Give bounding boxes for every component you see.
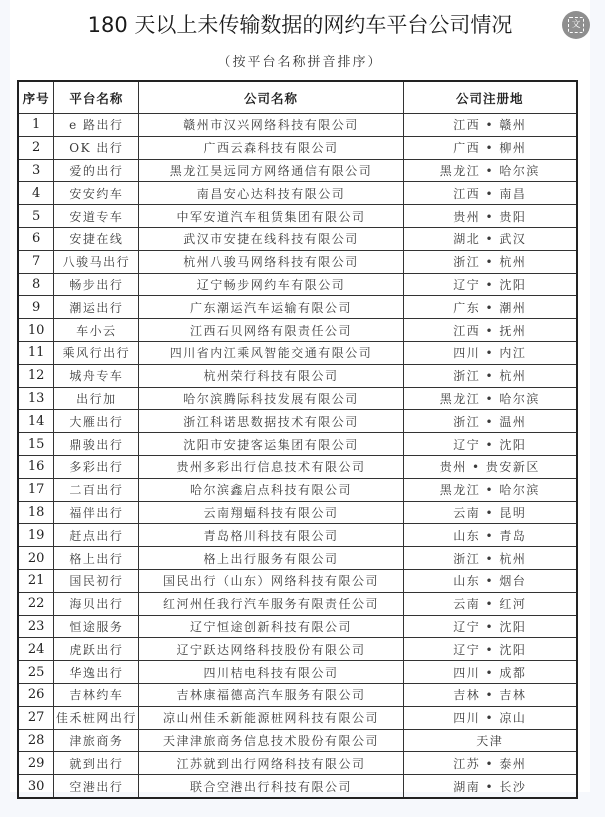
cell-company: 辽宁跃达网络科技股份有限公司 [139, 638, 403, 661]
cell-platform: 多彩出行 [54, 455, 139, 478]
table-row [18, 478, 577, 501]
cell-location: 天津 [403, 729, 577, 752]
header-platform: 平台名称 [54, 81, 139, 114]
cell-company: 黑龙江昊远同方网络通信有限公司 [139, 159, 403, 182]
header-company: 公司名称 [139, 81, 403, 114]
cell-location: 黑龙江 • 哈尔滨 [403, 478, 577, 501]
cell-location: 山东 • 烟台 [403, 569, 577, 592]
cell-platform: 畅步出行 [54, 273, 139, 296]
cell-location: 黑龙江 • 哈尔滨 [403, 159, 577, 182]
table-row [18, 182, 577, 205]
cell-company: 红河州任我行汽车服务有限责任公司 [139, 592, 403, 615]
cell-platform: 格上出行 [54, 547, 139, 570]
cell-no: 20 [18, 547, 54, 570]
cell-platform: 海贝出行 [54, 592, 139, 615]
cell-no: 27 [18, 706, 54, 729]
cell-no: 25 [18, 661, 54, 684]
cell-no: 15 [18, 433, 54, 456]
cell-company: 江苏就到出行网络科技有限公司 [139, 752, 403, 775]
table-row [18, 159, 577, 182]
table-row [18, 433, 577, 456]
cell-no: 26 [18, 683, 54, 706]
cell-no: 3 [18, 159, 54, 182]
table-row [18, 615, 577, 638]
cell-location: 四川 • 凉山 [403, 706, 577, 729]
cell-location: 江西 • 赣州 [403, 114, 577, 137]
cell-location: 浙江 • 杭州 [403, 250, 577, 273]
table-row [18, 729, 577, 752]
cell-platform: 鼎骏出行 [54, 433, 139, 456]
cell-no: 13 [18, 387, 54, 410]
cell-company: 沈阳市安捷客运集团有限公司 [139, 433, 403, 456]
cell-location: 广东 • 潮州 [403, 296, 577, 319]
cell-platform: 乘风行出行 [54, 341, 139, 364]
cell-company: 杭州八骏马网络科技有限公司 [139, 250, 403, 273]
cell-company: 哈尔滨腾际科技发展有限公司 [139, 387, 403, 410]
document-image [10, 0, 590, 792]
cell-location: 浙江 • 杭州 [403, 364, 577, 387]
cell-company: 云南翔蝠科技有限公司 [139, 501, 403, 524]
cell-company: 四川桔电科技有限公司 [139, 661, 403, 684]
cell-no: 8 [18, 273, 54, 296]
table-row [18, 250, 577, 273]
cell-location: 四川 • 成都 [403, 661, 577, 684]
cell-platform: OK 出行 [54, 136, 139, 159]
cell-platform: 城舟专车 [54, 364, 139, 387]
table-row [18, 547, 577, 570]
cell-no: 30 [18, 775, 54, 798]
cell-platform: 国民初行 [54, 569, 139, 592]
cell-company: 哈尔滨鑫启点科技有限公司 [139, 478, 403, 501]
cell-no: 9 [18, 296, 54, 319]
cell-location: 广西 • 柳州 [403, 136, 577, 159]
table-row [18, 319, 577, 342]
cell-location: 辽宁 • 沈阳 [403, 638, 577, 661]
cell-no: 4 [18, 182, 54, 205]
cell-no: 17 [18, 478, 54, 501]
cell-platform: 吉林约车 [54, 683, 139, 706]
cell-platform: 赶点出行 [54, 524, 139, 547]
cell-no: 23 [18, 615, 54, 638]
cell-location: 江西 • 抚州 [403, 319, 577, 342]
cell-location: 辽宁 • 沈阳 [403, 433, 577, 456]
cell-company: 南昌安心达科技有限公司 [139, 182, 403, 205]
cell-company: 赣州市汉兴网络科技有限公司 [139, 114, 403, 137]
cell-company: 江西石贝网络有限责任公司 [139, 319, 403, 342]
cell-location: 吉林 • 吉林 [403, 683, 577, 706]
cell-no: 22 [18, 592, 54, 615]
cell-no: 16 [18, 455, 54, 478]
table-row [18, 227, 577, 250]
cell-platform: 大雁出行 [54, 410, 139, 433]
translate-icon: 文 [568, 17, 584, 33]
table-row [18, 136, 577, 159]
table-row [18, 114, 577, 137]
cell-platform: 潮运出行 [54, 296, 139, 319]
table-row [18, 205, 577, 228]
cell-platform: 华逸出行 [54, 661, 139, 684]
cell-platform: 虎跃出行 [54, 638, 139, 661]
translate-image-button[interactable] [562, 11, 590, 39]
cell-location: 云南 • 红河 [403, 592, 577, 615]
cell-no: 19 [18, 524, 54, 547]
table-row [18, 775, 577, 798]
cell-location: 贵州 • 贵安新区 [403, 455, 577, 478]
cell-no: 2 [18, 136, 54, 159]
cell-no: 21 [18, 569, 54, 592]
cell-no: 10 [18, 319, 54, 342]
table-row [18, 296, 577, 319]
cell-company: 杭州荣行科技有限公司 [139, 364, 403, 387]
cell-location: 黑龙江 • 哈尔滨 [403, 387, 577, 410]
table-row [18, 387, 577, 410]
cell-company: 凉山州佳禾新能源桩网科技有限公司 [139, 706, 403, 729]
cell-platform: 空港出行 [54, 775, 139, 798]
cell-company: 格上出行服务有限公司 [139, 547, 403, 570]
cell-location: 辽宁 • 沈阳 [403, 615, 577, 638]
cell-platform: e 路出行 [54, 114, 139, 137]
table-row [18, 638, 577, 661]
cell-platform: 津旅商务 [54, 729, 139, 752]
cell-no: 28 [18, 729, 54, 752]
header-location: 公司注册地 [403, 81, 577, 114]
table-row [18, 455, 577, 478]
cell-no: 6 [18, 227, 54, 250]
platform-table [17, 80, 578, 799]
cell-platform: 安道专车 [54, 205, 139, 228]
table-row [18, 364, 577, 387]
cell-platform: 八骏马出行 [54, 250, 139, 273]
table-header-row [18, 81, 577, 114]
cell-no: 11 [18, 341, 54, 364]
cell-no: 5 [18, 205, 54, 228]
table-row [18, 706, 577, 729]
cell-location: 贵州 • 贵阳 [403, 205, 577, 228]
cell-company: 辽宁恒途创新科技有限公司 [139, 615, 403, 638]
cell-platform: 车小云 [54, 319, 139, 342]
cell-platform: 安安约车 [54, 182, 139, 205]
header-no: 序号 [18, 81, 54, 114]
page-subtitle: （按平台名称拼音排序） [217, 55, 383, 70]
cell-company: 联合空港出行科技有限公司 [139, 775, 403, 798]
cell-platform: 安捷在线 [54, 227, 139, 250]
cell-company: 广东潮运汽车运输有限公司 [139, 296, 403, 319]
cell-location: 湖南 • 长沙 [403, 775, 577, 798]
cell-company: 广西云森科技有限公司 [139, 136, 403, 159]
table-row [18, 683, 577, 706]
cell-location: 江苏 • 泰州 [403, 752, 577, 775]
table-row [18, 410, 577, 433]
cell-location: 云南 • 昆明 [403, 501, 577, 524]
cell-location: 山东 • 青岛 [403, 524, 577, 547]
table-row [18, 661, 577, 684]
cell-location: 浙江 • 温州 [403, 410, 577, 433]
cell-company: 武汉市安捷在线科技有限公司 [139, 227, 403, 250]
table-row [18, 752, 577, 775]
cell-company: 辽宁畅步网约车有限公司 [139, 273, 403, 296]
cell-platform: 出行加 [54, 387, 139, 410]
cell-company: 四川省内江乘风智能交通有限公司 [139, 341, 403, 364]
table-row [18, 273, 577, 296]
cell-company: 中军安道汽车租赁集团有限公司 [139, 205, 403, 228]
cell-platform: 恒途服务 [54, 615, 139, 638]
cell-platform: 福伴出行 [54, 501, 139, 524]
cell-location: 江西 • 南昌 [403, 182, 577, 205]
cell-location: 辽宁 • 沈阳 [403, 273, 577, 296]
table-row [18, 501, 577, 524]
cell-company: 浙江科诺思数据技术有限公司 [139, 410, 403, 433]
cell-company: 青岛格川科技有限公司 [139, 524, 403, 547]
cell-company: 天津津旅商务信息技术股份有限公司 [139, 729, 403, 752]
cell-platform: 就到出行 [54, 752, 139, 775]
cell-location: 浙江 • 杭州 [403, 547, 577, 570]
cell-no: 12 [18, 364, 54, 387]
cell-company: 吉林康福德高汽车服务有限公司 [139, 683, 403, 706]
cell-platform: 二百出行 [54, 478, 139, 501]
table-row [18, 569, 577, 592]
table-body [18, 114, 577, 798]
cell-no: 24 [18, 638, 54, 661]
cell-company: 国民出行（山东）网络科技有限公司 [139, 569, 403, 592]
cell-no: 1 [18, 114, 54, 137]
cell-no: 18 [18, 501, 54, 524]
page-title: 180 天以上未传输数据的网约车平台公司情况 [87, 13, 513, 37]
table-row [18, 341, 577, 364]
cell-location: 四川 • 内江 [403, 341, 577, 364]
table-row [18, 524, 577, 547]
cell-platform: 佳禾桩网出行 [54, 706, 139, 729]
cell-location: 湖北 • 武汉 [403, 227, 577, 250]
cell-no: 14 [18, 410, 54, 433]
cell-no: 29 [18, 752, 54, 775]
cell-company: 贵州多彩出行信息技术有限公司 [139, 455, 403, 478]
table-row [18, 592, 577, 615]
cell-no: 7 [18, 250, 54, 273]
cell-platform: 爱的出行 [54, 159, 139, 182]
